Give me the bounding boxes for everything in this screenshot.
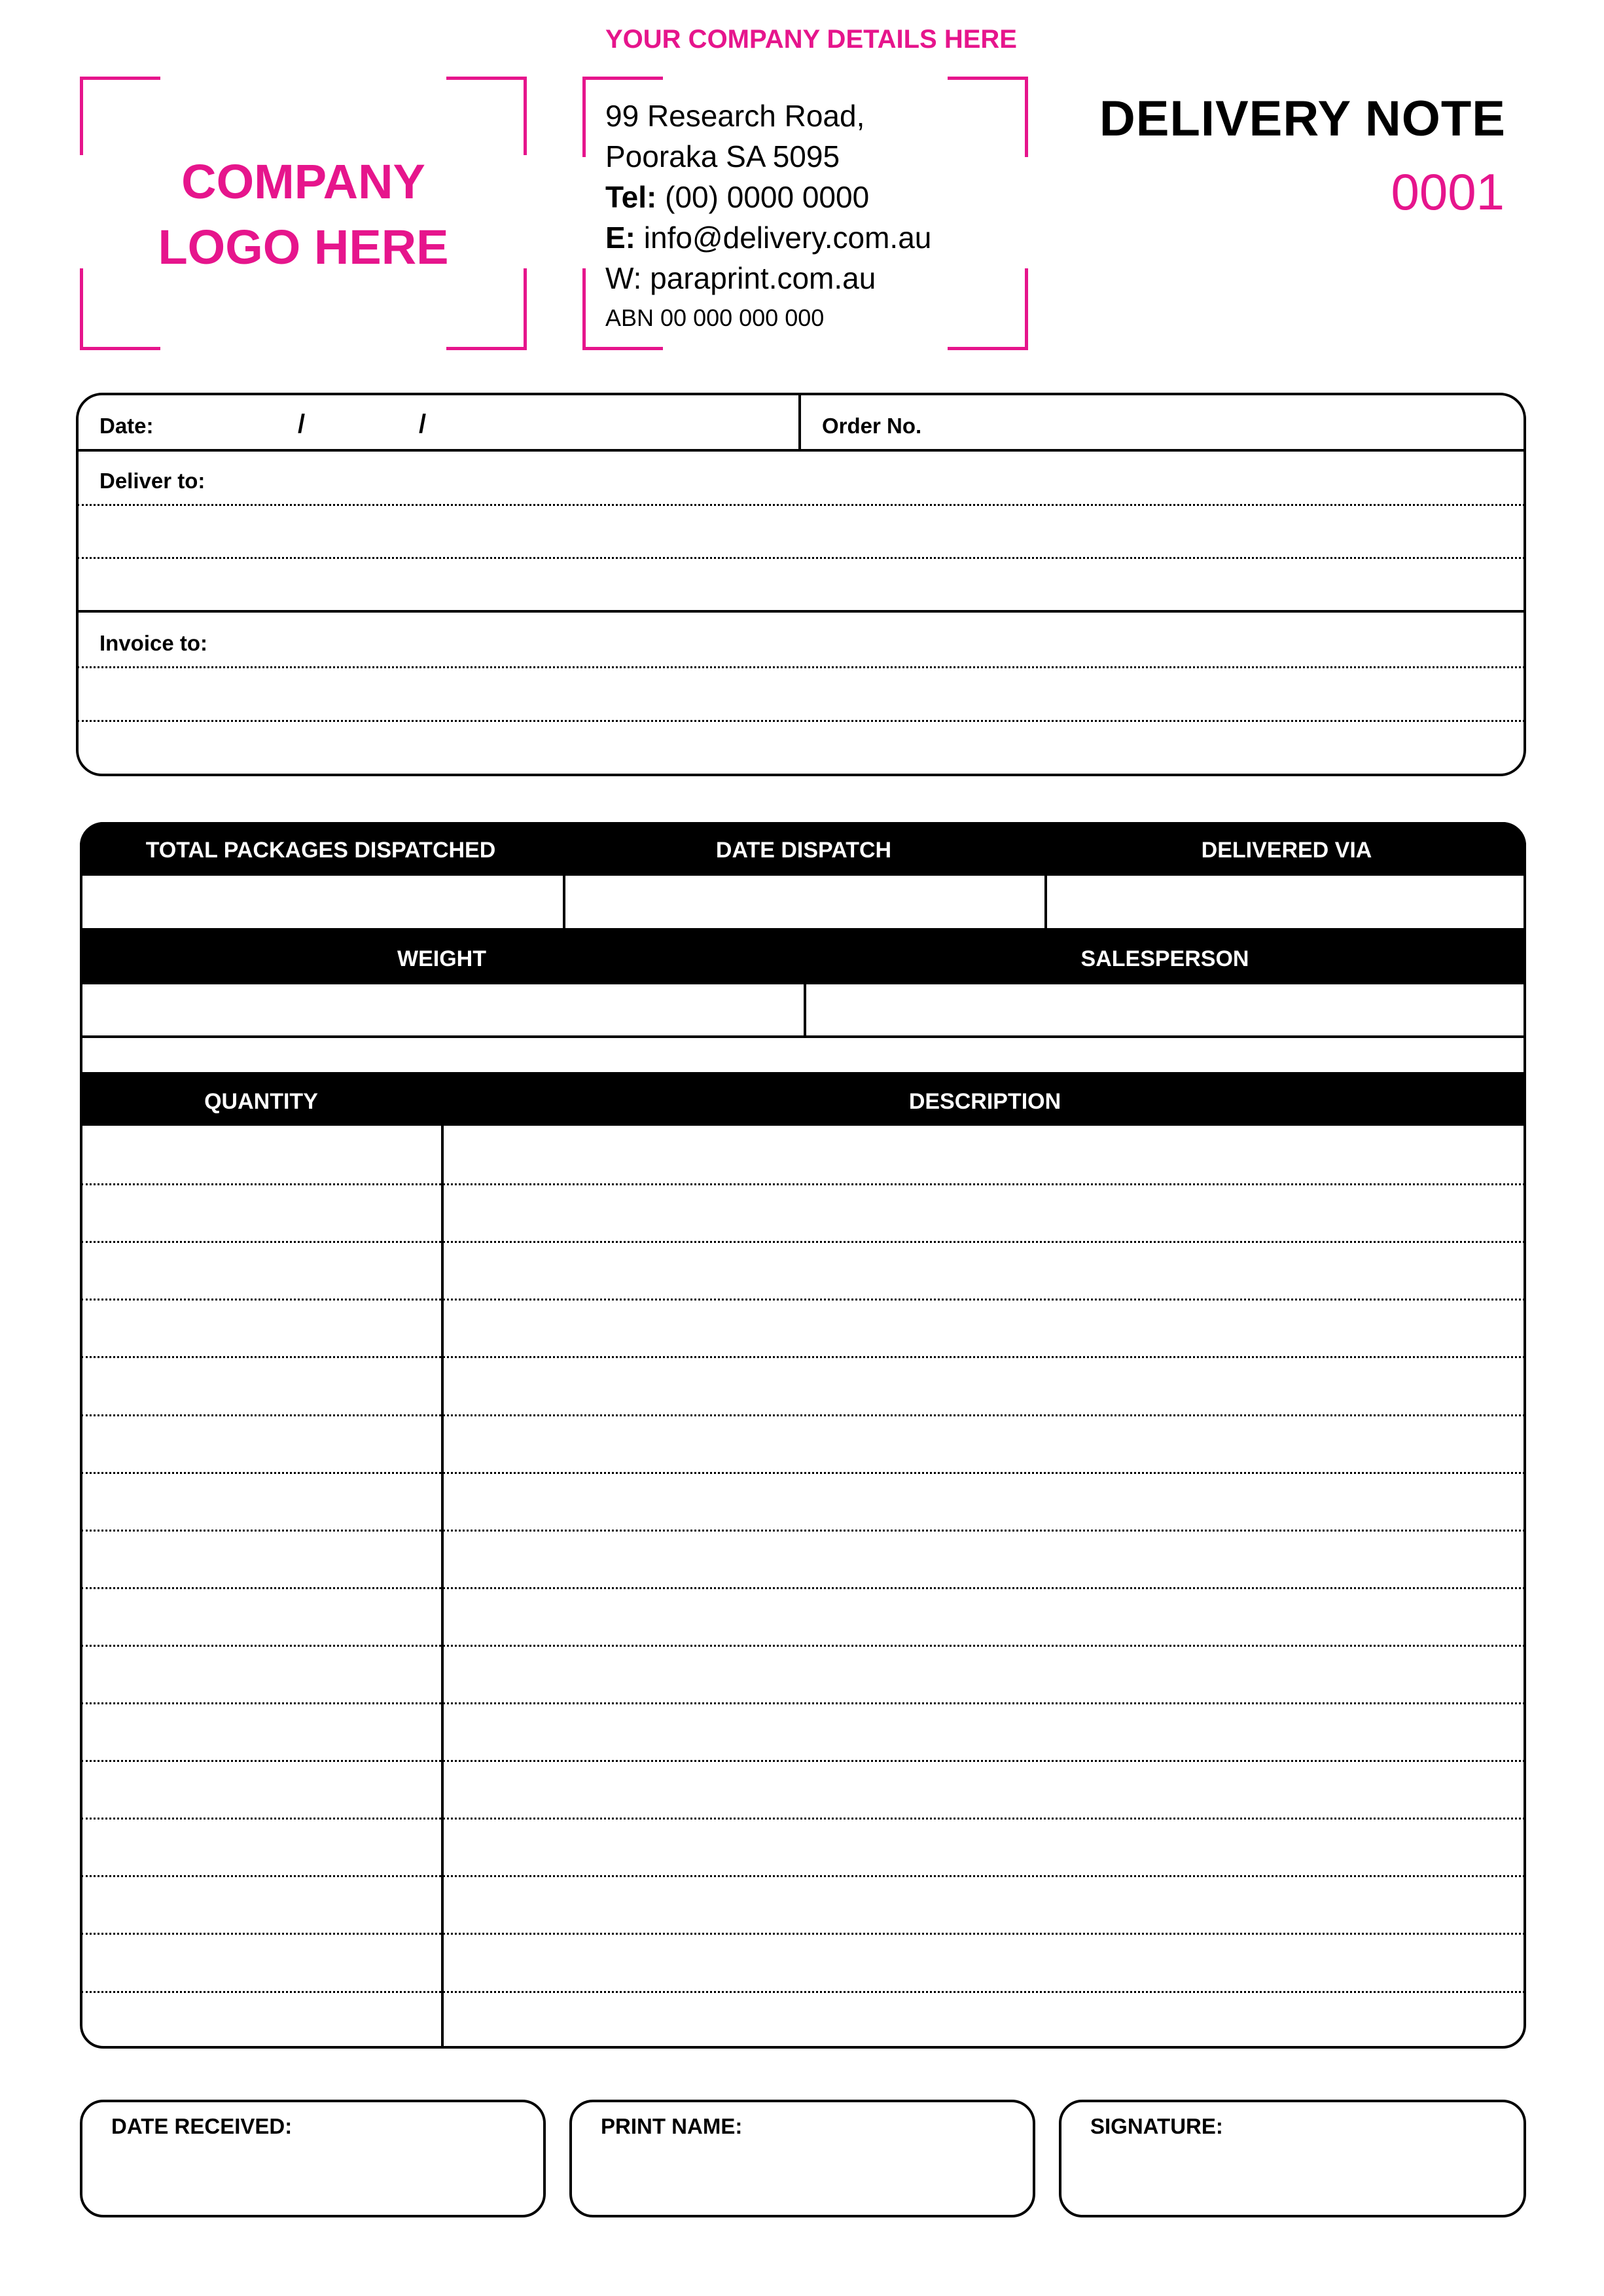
delivered-via-field[interactable]: [1048, 877, 1524, 927]
signature-box[interactable]: [1059, 2100, 1526, 2217]
quantity-cell[interactable]: [82, 1876, 438, 1931]
logo-placeholder-line2: LOGO HERE: [158, 220, 449, 274]
description-cell[interactable]: [445, 1473, 1524, 1528]
description-cell[interactable]: [445, 1588, 1524, 1643]
date-field[interactable]: [170, 399, 785, 446]
date-separator: /: [298, 410, 306, 439]
doc-title: DELIVERY NOTE: [1099, 91, 1506, 147]
email-line: [605, 217, 931, 258]
tel-line: [605, 177, 869, 217]
deliver-to-label: Deliver to:: [99, 469, 205, 493]
divider: [77, 449, 1525, 452]
quantity-cell[interactable]: [82, 1242, 438, 1297]
quantity-cell[interactable]: [82, 1761, 438, 1816]
description-cell[interactable]: [445, 1531, 1524, 1586]
signature-label: SIGNATURE:: [1090, 2114, 1223, 2138]
quantity-cell[interactable]: [82, 1588, 438, 1643]
weight-field[interactable]: [82, 986, 801, 1035]
quantity-cell[interactable]: [82, 1300, 438, 1355]
print-name-label: PRINT NAME:: [601, 2114, 743, 2138]
abn-line: ABN 00 000 000 000: [605, 304, 825, 331]
date-dispatch-header: DATE DISPATCH: [715, 838, 892, 863]
invoice-to-field[interactable]: [79, 615, 1525, 772]
logo-placeholder-line1: COMPANY: [181, 154, 425, 209]
delivered-via-header: DELIVERED VIA: [1201, 838, 1372, 863]
description-cell[interactable]: [445, 1185, 1524, 1240]
description-cell[interactable]: [445, 1646, 1524, 1701]
description-cell[interactable]: [445, 1992, 1524, 2047]
total-packages-header: TOTAL PACKAGES DISPATCHED: [145, 838, 496, 863]
description-cell[interactable]: [445, 1819, 1524, 1874]
dotted-rule: [77, 666, 1525, 668]
date-received-label: DATE RECEIVED:: [111, 2114, 293, 2138]
order-no-label: Order No.: [822, 414, 922, 438]
description-cell[interactable]: [445, 1416, 1524, 1471]
date-received-box[interactable]: [80, 2100, 546, 2217]
email-value: info@delivery.com.au: [643, 221, 932, 255]
quantity-cell[interactable]: [82, 1934, 438, 1989]
description-cell[interactable]: [445, 1127, 1524, 1182]
description-cell[interactable]: [445, 1242, 1524, 1297]
quantity-cell[interactable]: [82, 1646, 438, 1701]
total-packages-field[interactable]: [82, 877, 560, 927]
description-cell[interactable]: [445, 1300, 1524, 1355]
dotted-rule: [77, 720, 1525, 722]
salesperson-field[interactable]: [808, 986, 1524, 1035]
address-line1: 99 Research Road,: [605, 99, 865, 133]
dotted-rule: [77, 557, 1525, 559]
salesperson-header: SALESPERSON: [1080, 946, 1249, 971]
description-cell[interactable]: [445, 1876, 1524, 1931]
column-divider: [804, 984, 806, 1037]
description-cell[interactable]: [445, 1761, 1524, 1816]
logo-placeholder: [80, 149, 527, 280]
date-order-divider: [798, 394, 801, 450]
quantity-cell[interactable]: [82, 1704, 438, 1759]
email-label: E:: [605, 221, 635, 255]
quantity-cell[interactable]: [82, 1992, 438, 2047]
description-header: DESCRIPTION: [908, 1089, 1061, 1114]
column-divider: [1044, 876, 1047, 928]
quantity-header: QUANTITY: [204, 1089, 318, 1114]
doc-number: 0001: [1391, 163, 1505, 221]
description-cell[interactable]: [445, 1357, 1524, 1412]
weight-header: WEIGHT: [397, 946, 486, 971]
quantity-cell[interactable]: [82, 1473, 438, 1528]
date-label: Date:: [99, 414, 154, 438]
quantity-cell[interactable]: [82, 1357, 438, 1412]
date-separator: /: [419, 410, 427, 439]
quantity-cell[interactable]: [82, 1127, 438, 1182]
column-divider: [563, 876, 565, 928]
company-details-title: YOUR COMPANY DETAILS HERE: [605, 25, 1017, 54]
divider: [81, 1035, 1525, 1038]
dotted-rule: [77, 504, 1525, 506]
description-cell[interactable]: [445, 1704, 1524, 1759]
quantity-cell[interactable]: [82, 1531, 438, 1586]
date-dispatch-field[interactable]: [567, 877, 1042, 927]
print-name-box[interactable]: [569, 2100, 1035, 2217]
tel-label: Tel:: [605, 180, 657, 214]
quantity-cell[interactable]: [82, 1185, 438, 1240]
web-line: W: paraprint.com.au: [605, 261, 876, 295]
order-no-field[interactable]: [942, 399, 1512, 446]
quantity-cell[interactable]: [82, 1819, 438, 1874]
quantity-cell[interactable]: [82, 1416, 438, 1471]
description-cell[interactable]: [445, 1934, 1524, 1989]
invoice-to-label: Invoice to:: [99, 631, 208, 655]
address-line2: Pooraka SA 5095: [605, 139, 840, 173]
tel-value: (00) 0000 0000: [665, 180, 870, 214]
deliver-to-field[interactable]: [79, 453, 1525, 609]
divider: [77, 610, 1525, 613]
